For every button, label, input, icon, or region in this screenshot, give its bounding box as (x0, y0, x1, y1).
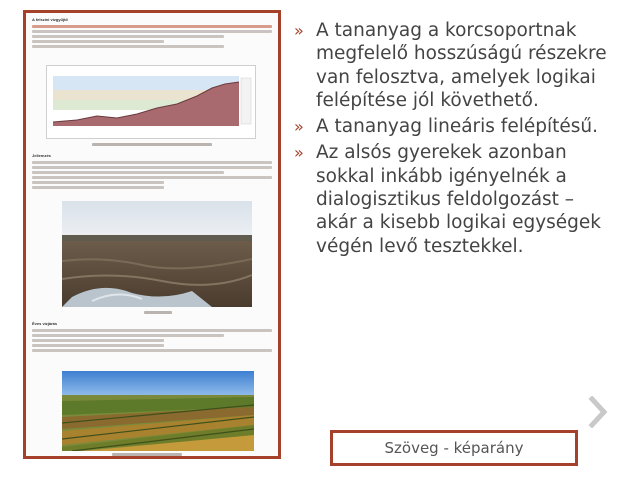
vineyard-caption (112, 453, 182, 456)
text-image-ratio-label (330, 430, 578, 466)
document-text-line (32, 339, 164, 342)
chart-caption (92, 143, 212, 146)
document-heading: Éves vízjárás (32, 321, 58, 326)
document-text-line (32, 35, 224, 38)
document-text-line (32, 181, 164, 184)
document-section-3 (32, 321, 272, 354)
chevron-right-icon[interactable] (588, 396, 608, 428)
document-text-line (32, 334, 224, 337)
bullet-marker: » (294, 143, 304, 163)
bullet-item (294, 115, 614, 138)
label-text: Szöveg - képarány (384, 439, 524, 457)
bullet-marker: » (294, 117, 304, 137)
document-text-line (32, 171, 224, 174)
document-text-line (32, 344, 164, 347)
document-text-line (32, 166, 272, 169)
photo-caption (144, 311, 172, 314)
document-text-line (32, 30, 272, 33)
vineyard-photo-graphic (62, 371, 254, 451)
profile-chart-image (46, 65, 256, 139)
document-page (32, 17, 272, 452)
profile-chart-graphic (47, 66, 255, 138)
document-section-2 (32, 153, 272, 191)
field-photo-graphic (62, 201, 252, 307)
bullet-text: Az alsós gyerekek azonban sokkal inkább igényelnék a dialogisztikus feldolgozást – akár a kisebb logikai egységek végén levő tesztekkel. (316, 142, 602, 257)
document-text-line (32, 40, 164, 43)
document-text-line (32, 186, 164, 189)
bullet-list (294, 19, 614, 261)
bullet-text: A tananyag lineáris felépítésű. (316, 116, 598, 138)
field-photo (62, 201, 252, 307)
document-text-line (32, 176, 272, 179)
document-text-line (32, 329, 272, 332)
bullet-item (294, 19, 614, 112)
document-text-line (32, 349, 272, 352)
document-text-line (32, 25, 272, 28)
document-heading: Jellemzés (32, 153, 51, 158)
bullet-item (294, 141, 614, 257)
bullet-marker: » (294, 21, 304, 40)
document-text-line (32, 45, 224, 48)
bullet-text: A tananyag a korcsoportnak megfelelő hosszúságú részekre van felosztva, amelyek logikai felépítése jól követhető. (316, 20, 607, 111)
document-thumbnail (23, 10, 281, 459)
document-text-line (32, 161, 272, 164)
document-heading: A felszíni vízgyűjtő (32, 17, 68, 22)
vineyard-photo (62, 371, 254, 451)
